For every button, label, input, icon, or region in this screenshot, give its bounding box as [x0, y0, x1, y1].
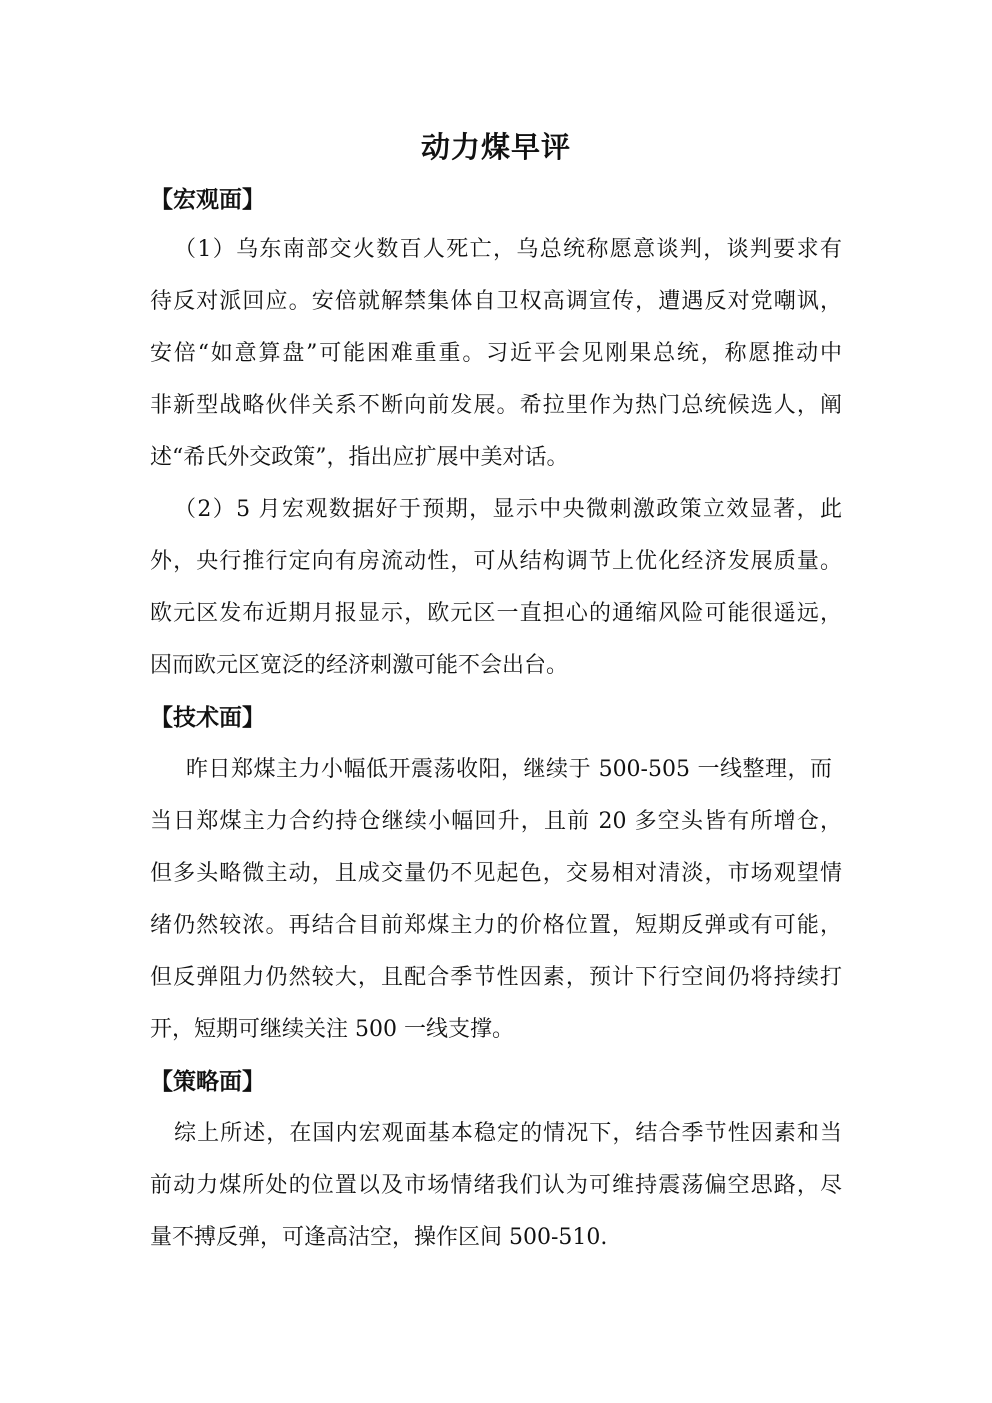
- paragraph-line: 外，央行推行定向有房流动性，可从结构调节上优化经济发展质量。: [150, 549, 842, 574]
- paragraph-line: （1）乌东南部交火数百人死亡，乌总统称愿意谈判，谈判要求有: [174, 237, 842, 262]
- section-heading-macro: 【宏观面】: [150, 187, 265, 213]
- paragraph-line: 但多头略微主动，且成交量仍不见起色，交易相对清淡，市场观望情: [150, 861, 842, 886]
- section-heading-technical: 【技术面】: [150, 705, 265, 731]
- section-heading-strategy: 【策略面】: [150, 1069, 265, 1095]
- macro-paragraph-2: [150, 484, 842, 692]
- paragraph-line: 述“希氏外交政策”，指出应扩展中美对话。: [150, 445, 569, 470]
- paragraph-line: 欧元区发布近期月报显示，欧元区一直担心的通缩风险可能很遥远，: [150, 601, 842, 626]
- paragraph-line: 但反弹阻力仍然较大，且配合季节性因素，预计下行空间仍将持续打: [150, 965, 842, 990]
- technical-paragraph: [150, 744, 842, 1056]
- paragraph-line: 开，短期可继续关注 500 一线支撑。: [150, 1017, 514, 1042]
- strategy-paragraph: [150, 1108, 842, 1264]
- document-title: 动力煤早评: [420, 130, 571, 164]
- paragraph-line: 前动力煤所处的位置以及市场情绪我们认为可维持震荡偏空思路，尽: [150, 1173, 842, 1198]
- paragraph-line: 当日郑煤主力合约持仓继续小幅回升，且前 20 多空头皆有所增仓，: [150, 809, 842, 834]
- paragraph-line: 量不搏反弹，可逢高沽空，操作区间 500-510.: [150, 1225, 608, 1250]
- paragraph-line: 待反对派回应。安倍就解禁集体自卫权高调宣传，遭遇反对党嘲讽，: [150, 289, 842, 314]
- paragraph-line: 综上所述，在国内宏观面基本稳定的情况下，结合季节性因素和当: [174, 1121, 842, 1146]
- paragraph-line: 昨日郑煤主力小幅低开震荡收阳，继续于 500-505 一线整理，而: [186, 757, 832, 782]
- macro-paragraph-1: [150, 224, 842, 484]
- paragraph-line: 绪仍然较浓。再结合目前郑煤主力的价格位置，短期反弹或有可能，: [150, 913, 842, 938]
- paragraph-line: 因而欧元区宽泛的经济刺激可能不会出台。: [150, 653, 569, 678]
- paragraph-line: 安倍“如意算盘”可能困难重重。习近平会见刚果总统，称愿推动中: [150, 341, 842, 366]
- paragraph-line: 非新型战略伙伴关系不断向前发展。希拉里作为热门总统候选人，阐: [150, 393, 842, 418]
- paragraph-line: （2）5 月宏观数据好于预期，显示中央微刺激政策立效显著，此: [174, 497, 842, 522]
